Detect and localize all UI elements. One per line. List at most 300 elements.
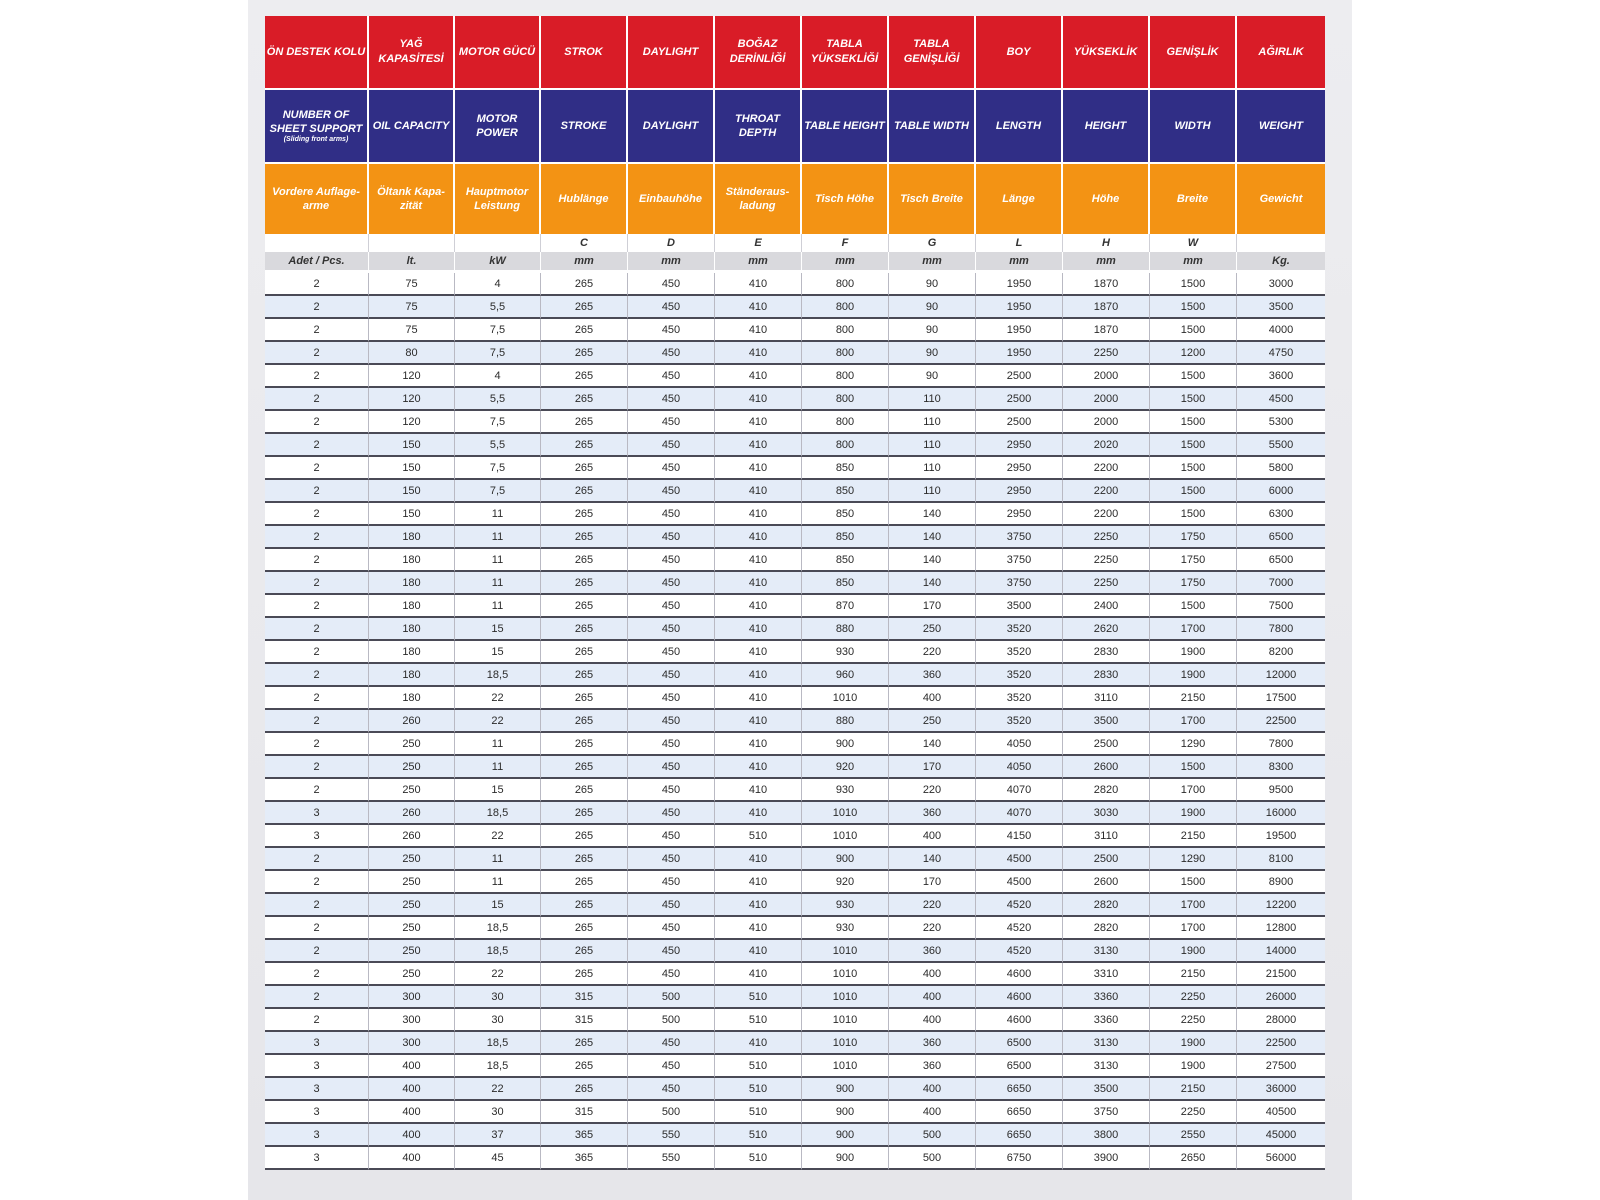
header-turkish-label: MOTOR GÜCÜ bbox=[458, 45, 536, 58]
header-german-label: Vordere Auflage-arme bbox=[272, 186, 360, 212]
table-cell: 7000 bbox=[1237, 572, 1325, 595]
table-cell: 360 bbox=[889, 940, 976, 963]
table-cell: 6650 bbox=[976, 1124, 1063, 1147]
dimension-letter-row-cell bbox=[715, 234, 802, 252]
header-turkish-cell bbox=[455, 16, 541, 88]
table-cell: 3900 bbox=[1063, 1147, 1150, 1170]
table-cell: 7,5 bbox=[455, 480, 541, 503]
table-cell: 3130 bbox=[1063, 940, 1150, 963]
header-turkish-cell bbox=[541, 16, 628, 88]
table-cell: 265 bbox=[541, 664, 628, 687]
table-row bbox=[265, 1055, 1325, 1078]
dimension-letter-row-label: D bbox=[667, 237, 675, 249]
table-cell: 1500 bbox=[1150, 595, 1237, 618]
table-row bbox=[265, 756, 1325, 779]
header-german-cell bbox=[976, 162, 1063, 234]
table-cell: 930 bbox=[802, 917, 889, 940]
dimension-letter-row-cell bbox=[1237, 234, 1325, 252]
table-cell: 5500 bbox=[1237, 434, 1325, 457]
table-cell: 4070 bbox=[976, 779, 1063, 802]
unit-row-cell bbox=[802, 252, 889, 273]
table-cell: 960 bbox=[802, 664, 889, 687]
header-german-label: Tisch Höhe bbox=[814, 193, 875, 205]
table-cell: 2020 bbox=[1063, 434, 1150, 457]
table-cell: 510 bbox=[715, 986, 802, 1009]
table-cell: 410 bbox=[715, 963, 802, 986]
table-cell: 800 bbox=[802, 319, 889, 342]
table-cell: 360 bbox=[889, 802, 976, 825]
table-cell: 360 bbox=[889, 664, 976, 687]
table-cell: 850 bbox=[802, 503, 889, 526]
header-turkish-cell bbox=[1150, 16, 1237, 88]
table-row bbox=[265, 503, 1325, 526]
table-cell: 450 bbox=[628, 549, 715, 572]
table-cell: 1950 bbox=[976, 319, 1063, 342]
table-cell: 250 bbox=[889, 618, 976, 641]
table-cell: 2 bbox=[265, 411, 369, 434]
table-cell: 11 bbox=[455, 572, 541, 595]
table-cell: 1010 bbox=[802, 940, 889, 963]
table-cell: 2400 bbox=[1063, 595, 1150, 618]
table-cell: 2820 bbox=[1063, 779, 1150, 802]
table-cell: 22500 bbox=[1237, 710, 1325, 733]
table-cell: 5300 bbox=[1237, 411, 1325, 434]
header-english-cell bbox=[715, 88, 802, 162]
table-cell: 180 bbox=[369, 572, 455, 595]
table-cell: 4150 bbox=[976, 825, 1063, 848]
table-cell: 450 bbox=[628, 664, 715, 687]
table-cell: 18,5 bbox=[455, 940, 541, 963]
table-cell: 17500 bbox=[1237, 687, 1325, 710]
table-cell: 4500 bbox=[976, 848, 1063, 871]
header-english bbox=[265, 88, 1325, 162]
table-cell: 410 bbox=[715, 641, 802, 664]
header-english-label: WIDTH bbox=[1174, 120, 1211, 132]
table-cell: 300 bbox=[369, 986, 455, 1009]
table-cell: 1750 bbox=[1150, 549, 1237, 572]
table-cell: 6650 bbox=[976, 1078, 1063, 1101]
table-cell: 180 bbox=[369, 526, 455, 549]
table-row bbox=[265, 825, 1325, 848]
table-cell: 4050 bbox=[976, 733, 1063, 756]
table-row bbox=[265, 434, 1325, 457]
table-cell: 1500 bbox=[1150, 273, 1237, 296]
table-cell: 26000 bbox=[1237, 986, 1325, 1009]
header-german-cell bbox=[1063, 162, 1150, 234]
table-cell: 510 bbox=[715, 1009, 802, 1032]
table-cell: 2250 bbox=[1150, 986, 1237, 1009]
table-cell: 1900 bbox=[1150, 1032, 1237, 1055]
table-cell: 1500 bbox=[1150, 756, 1237, 779]
header-english-label: TABLE HEIGHT bbox=[804, 120, 885, 132]
table-cell: 1010 bbox=[802, 1055, 889, 1078]
unit-row-cell bbox=[1150, 252, 1237, 273]
table-cell: 3750 bbox=[976, 526, 1063, 549]
table-cell: 450 bbox=[628, 1078, 715, 1101]
table-cell: 450 bbox=[628, 595, 715, 618]
table-cell: 2500 bbox=[976, 388, 1063, 411]
table-cell: 4520 bbox=[976, 917, 1063, 940]
table-cell: 800 bbox=[802, 342, 889, 365]
table-cell: 400 bbox=[369, 1101, 455, 1124]
table-cell: 265 bbox=[541, 457, 628, 480]
table-cell: 5800 bbox=[1237, 457, 1325, 480]
table-cell: 2 bbox=[265, 365, 369, 388]
unit-row-label: mm bbox=[1183, 255, 1203, 267]
table-cell: 2250 bbox=[1150, 1101, 1237, 1124]
table-cell: 6500 bbox=[976, 1032, 1063, 1055]
table-cell: 1010 bbox=[802, 1009, 889, 1032]
table-cell: 1900 bbox=[1150, 641, 1237, 664]
table-cell: 2 bbox=[265, 572, 369, 595]
table-cell: 30 bbox=[455, 1101, 541, 1124]
table-cell: 2 bbox=[265, 986, 369, 1009]
dimension-letter-row-cell bbox=[1150, 234, 1237, 252]
table-cell: 15 bbox=[455, 894, 541, 917]
table-cell: 400 bbox=[889, 687, 976, 710]
table-cell: 265 bbox=[541, 365, 628, 388]
table-cell: 265 bbox=[541, 756, 628, 779]
table-cell: 450 bbox=[628, 319, 715, 342]
unit-row-label: mm bbox=[922, 255, 942, 267]
table-cell: 12000 bbox=[1237, 664, 1325, 687]
table-cell: 1010 bbox=[802, 687, 889, 710]
table-row bbox=[265, 986, 1325, 1009]
table-cell: 400 bbox=[889, 1009, 976, 1032]
table-cell: 3500 bbox=[976, 595, 1063, 618]
table-cell: 5,5 bbox=[455, 434, 541, 457]
table-cell: 265 bbox=[541, 940, 628, 963]
table-cell: 265 bbox=[541, 848, 628, 871]
table-cell: 400 bbox=[889, 1101, 976, 1124]
table-row bbox=[265, 1101, 1325, 1124]
unit-row-label: mm bbox=[835, 255, 855, 267]
table-cell: 3000 bbox=[1237, 273, 1325, 296]
table-cell: 450 bbox=[628, 503, 715, 526]
table-cell: 450 bbox=[628, 641, 715, 664]
table-cell: 110 bbox=[889, 434, 976, 457]
table-row bbox=[265, 411, 1325, 434]
table-cell: 850 bbox=[802, 572, 889, 595]
table-cell: 16000 bbox=[1237, 802, 1325, 825]
table-cell: 260 bbox=[369, 802, 455, 825]
table-cell: 4600 bbox=[976, 963, 1063, 986]
table-cell: 3 bbox=[265, 1147, 369, 1170]
table-cell: 2 bbox=[265, 940, 369, 963]
header-turkish-label: YÜKSEKLİK bbox=[1073, 45, 1138, 58]
table-cell: 2820 bbox=[1063, 917, 1150, 940]
header-turkish-label: BOY bbox=[1006, 45, 1031, 58]
table-cell: 1950 bbox=[976, 296, 1063, 319]
table-cell: 80 bbox=[369, 342, 455, 365]
table-cell: 22 bbox=[455, 710, 541, 733]
table-cell: 3520 bbox=[976, 618, 1063, 641]
table-row bbox=[265, 365, 1325, 388]
table-cell: 250 bbox=[369, 871, 455, 894]
dimension-letter-row-label: E bbox=[754, 237, 762, 249]
unit-row-label: mm bbox=[1096, 255, 1116, 267]
table-cell: 1500 bbox=[1150, 503, 1237, 526]
table-cell: 3130 bbox=[1063, 1032, 1150, 1055]
table-cell: 1870 bbox=[1063, 296, 1150, 319]
table-cell: 920 bbox=[802, 871, 889, 894]
dimension-letter-row bbox=[265, 234, 1325, 252]
table-cell: 2950 bbox=[976, 480, 1063, 503]
table-cell: 260 bbox=[369, 710, 455, 733]
table-cell: 1010 bbox=[802, 825, 889, 848]
table-cell: 410 bbox=[715, 457, 802, 480]
table-cell: 400 bbox=[889, 963, 976, 986]
header-english-cell bbox=[889, 88, 976, 162]
header-turkish-cell bbox=[1063, 16, 1150, 88]
unit-row-cell bbox=[1063, 252, 1150, 273]
header-turkish-cell bbox=[1237, 16, 1325, 88]
table-cell: 75 bbox=[369, 296, 455, 319]
table-cell: 4 bbox=[455, 273, 541, 296]
table-cell: 12800 bbox=[1237, 917, 1325, 940]
table-row bbox=[265, 687, 1325, 710]
table-cell: 300 bbox=[369, 1032, 455, 1055]
table-cell: 140 bbox=[889, 733, 976, 756]
header-german-label: Öltank Kapa-zität bbox=[377, 186, 445, 212]
table-cell: 410 bbox=[715, 434, 802, 457]
table-cell: 1500 bbox=[1150, 319, 1237, 342]
table-cell: 2 bbox=[265, 618, 369, 641]
table-cell: 850 bbox=[802, 549, 889, 572]
table-cell: 2000 bbox=[1063, 365, 1150, 388]
table-cell: 4500 bbox=[976, 871, 1063, 894]
table-cell: 140 bbox=[889, 549, 976, 572]
table-cell: 450 bbox=[628, 894, 715, 917]
table-cell: 3110 bbox=[1063, 687, 1150, 710]
table-cell: 550 bbox=[628, 1147, 715, 1170]
table-cell: 4050 bbox=[976, 756, 1063, 779]
table-cell: 3130 bbox=[1063, 1055, 1150, 1078]
table-cell: 260 bbox=[369, 825, 455, 848]
table-row bbox=[265, 641, 1325, 664]
table-cell: 265 bbox=[541, 342, 628, 365]
table-cell: 4520 bbox=[976, 894, 1063, 917]
table-cell: 510 bbox=[715, 1101, 802, 1124]
table-cell: 800 bbox=[802, 388, 889, 411]
table-cell: 1870 bbox=[1063, 319, 1150, 342]
header-english-label: NUMBER OF SHEET SUPPORT bbox=[269, 109, 363, 135]
table-cell: 265 bbox=[541, 825, 628, 848]
table-cell: 450 bbox=[628, 917, 715, 940]
header-turkish-label: TABLA GENİŞLİĞİ bbox=[903, 38, 960, 65]
header-english-label: TABLE WIDTH bbox=[894, 120, 969, 132]
table-cell: 3360 bbox=[1063, 986, 1150, 1009]
table-cell: 410 bbox=[715, 687, 802, 710]
table-cell: 2150 bbox=[1150, 825, 1237, 848]
table-cell: 410 bbox=[715, 894, 802, 917]
header-turkish-label: TABLA YÜKSEKLİĞİ bbox=[810, 38, 879, 65]
unit-row-cell bbox=[628, 252, 715, 273]
table-cell: 3500 bbox=[1063, 1078, 1150, 1101]
table-cell: 6500 bbox=[1237, 526, 1325, 549]
table-cell: 2 bbox=[265, 664, 369, 687]
table-cell: 500 bbox=[628, 986, 715, 1009]
table-cell: 2 bbox=[265, 733, 369, 756]
unit-row-label: mm bbox=[661, 255, 681, 267]
table-row bbox=[265, 388, 1325, 411]
table-cell: 1900 bbox=[1150, 802, 1237, 825]
table-cell: 3500 bbox=[1063, 710, 1150, 733]
table-cell: 930 bbox=[802, 894, 889, 917]
table-cell: 450 bbox=[628, 779, 715, 802]
table-cell: 7,5 bbox=[455, 342, 541, 365]
table-cell: 30 bbox=[455, 1009, 541, 1032]
table-cell: 40500 bbox=[1237, 1101, 1325, 1124]
header-german-cell bbox=[265, 162, 369, 234]
table-row bbox=[265, 1032, 1325, 1055]
table-cell: 250 bbox=[369, 963, 455, 986]
header-turkish-cell bbox=[889, 16, 976, 88]
table-cell: 4 bbox=[455, 365, 541, 388]
table-cell: 360 bbox=[889, 1032, 976, 1055]
table-cell: 2600 bbox=[1063, 756, 1150, 779]
table-cell: 510 bbox=[715, 1147, 802, 1170]
table-cell: 2500 bbox=[1063, 733, 1150, 756]
table-cell: 7500 bbox=[1237, 595, 1325, 618]
table-cell: 7800 bbox=[1237, 618, 1325, 641]
unit-row-cell bbox=[715, 252, 802, 273]
header-turkish-label: DAYLIGHT bbox=[642, 45, 699, 58]
table-cell: 450 bbox=[628, 802, 715, 825]
table-cell: 450 bbox=[628, 526, 715, 549]
table-cell: 2150 bbox=[1150, 687, 1237, 710]
table-cell: 265 bbox=[541, 1032, 628, 1055]
header-english-cell bbox=[1063, 88, 1150, 162]
dimension-letter-row-label: C bbox=[580, 237, 588, 249]
table-cell: 315 bbox=[541, 1009, 628, 1032]
table-cell: 6750 bbox=[976, 1147, 1063, 1170]
table-cell: 2 bbox=[265, 894, 369, 917]
table-row bbox=[265, 342, 1325, 365]
table-cell: 15 bbox=[455, 779, 541, 802]
table-cell: 140 bbox=[889, 848, 976, 871]
table-cell: 140 bbox=[889, 503, 976, 526]
table-cell: 250 bbox=[369, 940, 455, 963]
table-cell: 45000 bbox=[1237, 1124, 1325, 1147]
header-turkish-cell bbox=[265, 16, 369, 88]
table-cell: 265 bbox=[541, 917, 628, 940]
table-cell: 120 bbox=[369, 411, 455, 434]
table-cell: 2 bbox=[265, 434, 369, 457]
table-cell: 400 bbox=[889, 986, 976, 1009]
table-row bbox=[265, 1009, 1325, 1032]
table-cell: 220 bbox=[889, 779, 976, 802]
table-cell: 150 bbox=[369, 480, 455, 503]
table-cell: 900 bbox=[802, 1078, 889, 1101]
table-cell: 410 bbox=[715, 618, 802, 641]
table-cell: 450 bbox=[628, 963, 715, 986]
table-cell: 360 bbox=[889, 1055, 976, 1078]
table-cell: 265 bbox=[541, 871, 628, 894]
table-cell: 800 bbox=[802, 273, 889, 296]
table-cell: 265 bbox=[541, 802, 628, 825]
table-cell: 410 bbox=[715, 365, 802, 388]
table-cell: 870 bbox=[802, 595, 889, 618]
unit-row-cell bbox=[976, 252, 1063, 273]
table-cell: 1010 bbox=[802, 986, 889, 1009]
table-cell: 850 bbox=[802, 526, 889, 549]
table-cell: 1900 bbox=[1150, 1055, 1237, 1078]
header-english-label: THROAT DEPTH bbox=[734, 113, 780, 139]
table-cell: 2500 bbox=[1063, 848, 1150, 871]
header-english-cell bbox=[802, 88, 889, 162]
table-cell: 2200 bbox=[1063, 480, 1150, 503]
header-english-cell bbox=[455, 88, 541, 162]
table-cell: 11 bbox=[455, 503, 541, 526]
table-cell: 800 bbox=[802, 296, 889, 319]
table-row bbox=[265, 710, 1325, 733]
table-cell: 7,5 bbox=[455, 319, 541, 342]
header-english-cell bbox=[541, 88, 628, 162]
header-turkish-cell bbox=[628, 16, 715, 88]
table-cell: 850 bbox=[802, 480, 889, 503]
table-cell: 1700 bbox=[1150, 710, 1237, 733]
table-row bbox=[265, 1078, 1325, 1101]
table-cell: 265 bbox=[541, 549, 628, 572]
table-cell: 2950 bbox=[976, 503, 1063, 526]
header-english-label: DAYLIGHT bbox=[642, 120, 699, 132]
table-cell: 120 bbox=[369, 365, 455, 388]
table-cell: 2 bbox=[265, 526, 369, 549]
table-cell: 37 bbox=[455, 1124, 541, 1147]
table-cell: 450 bbox=[628, 296, 715, 319]
table-cell: 2 bbox=[265, 710, 369, 733]
table-row bbox=[265, 664, 1325, 687]
table-cell: 2250 bbox=[1150, 1009, 1237, 1032]
table-cell: 1950 bbox=[976, 342, 1063, 365]
table-cell: 11 bbox=[455, 871, 541, 894]
table-cell: 110 bbox=[889, 457, 976, 480]
table-cell: 410 bbox=[715, 342, 802, 365]
table-cell: 110 bbox=[889, 480, 976, 503]
table-cell: 2 bbox=[265, 848, 369, 871]
table-cell: 410 bbox=[715, 296, 802, 319]
table-cell: 550 bbox=[628, 1124, 715, 1147]
table-cell: 150 bbox=[369, 457, 455, 480]
header-turkish-label: BOĞAZ DERİNLİĞİ bbox=[729, 38, 786, 65]
table-cell: 27500 bbox=[1237, 1055, 1325, 1078]
header-turkish-cell bbox=[976, 16, 1063, 88]
table-cell: 400 bbox=[369, 1147, 455, 1170]
table-cell: 265 bbox=[541, 779, 628, 802]
table-cell: 3520 bbox=[976, 687, 1063, 710]
table-row bbox=[265, 848, 1325, 871]
table-cell: 7,5 bbox=[455, 457, 541, 480]
table-row bbox=[265, 733, 1325, 756]
table-cell: 930 bbox=[802, 779, 889, 802]
table-cell: 410 bbox=[715, 664, 802, 687]
table-cell: 410 bbox=[715, 779, 802, 802]
table-cell: 1500 bbox=[1150, 871, 1237, 894]
table-cell: 265 bbox=[541, 526, 628, 549]
table-cell: 2 bbox=[265, 756, 369, 779]
table-cell: 500 bbox=[628, 1009, 715, 1032]
table-row bbox=[265, 457, 1325, 480]
table-cell: 6500 bbox=[976, 1055, 1063, 1078]
table-cell: 250 bbox=[369, 733, 455, 756]
table-cell: 3750 bbox=[976, 572, 1063, 595]
table-cell: 90 bbox=[889, 365, 976, 388]
table-cell: 410 bbox=[715, 388, 802, 411]
table-cell: 3800 bbox=[1063, 1124, 1150, 1147]
unit-row bbox=[265, 252, 1325, 273]
table-cell: 1900 bbox=[1150, 664, 1237, 687]
